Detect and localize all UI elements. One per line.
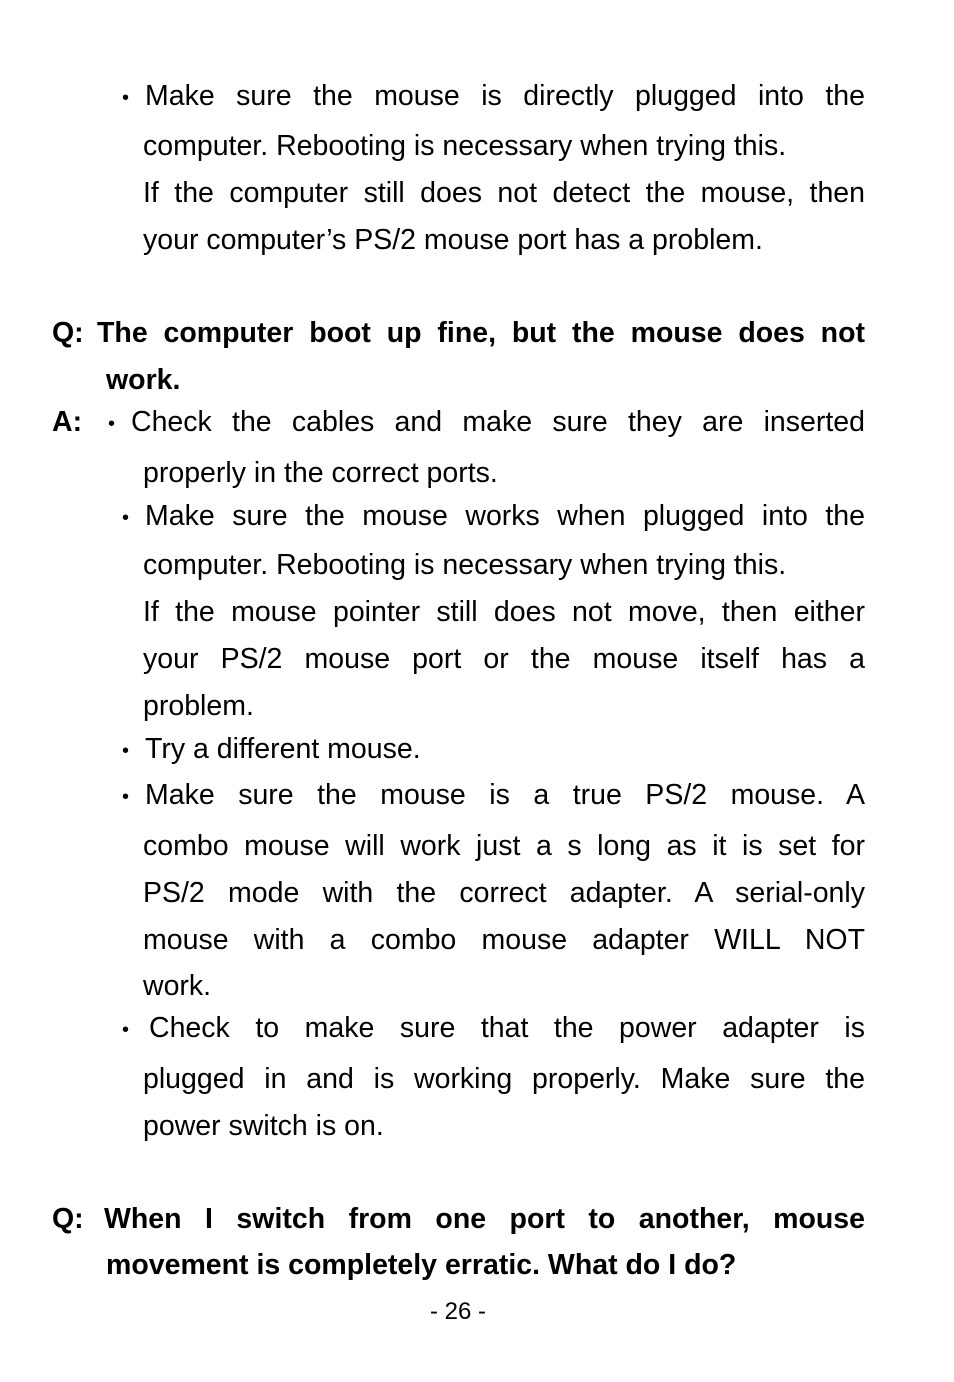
answer-1-bullet-2-line-5: problem.	[143, 690, 254, 722]
answer-1-bullet-4-line-2: combo mouse will work just a s long as it is set for	[143, 830, 865, 862]
intro-bullet-line-4: your computer’s PS/2 mouse port has a problem.	[143, 224, 763, 256]
answer-1-bullet-2-line-2: computer. Rebooting is necessary when trying this.	[143, 549, 787, 581]
answer-1-bullet-5-line-1: Check to make sure that the power adapter is	[149, 1012, 865, 1044]
answer-1-bullet-1-line-1: Check the cables and make sure they are inserted	[131, 406, 865, 438]
question-2-line-1: When I switch from one port to another, mouse	[104, 1203, 865, 1235]
answer-1-bullet-4-line-3: PS/2 mode with the correct adapter. A serial-only	[143, 877, 865, 909]
question-2-line-2: movement is completely erratic. What do I do?	[106, 1249, 737, 1281]
bullet-icon: •	[122, 507, 130, 529]
intro-bullet-line-2: computer. Rebooting is necessary when trying this.	[143, 130, 787, 162]
question-label: Q:	[52, 317, 84, 349]
bullet-icon: •	[122, 87, 130, 109]
answer-1-bullet-4-line-5: work.	[143, 970, 212, 1002]
question-label: Q:	[52, 1203, 84, 1235]
answer-1-bullet-1-line-2: properly in the correct ports.	[143, 457, 498, 489]
question-1-line-1: The computer boot up fine, but the mouse does not	[97, 317, 865, 349]
bullet-icon: •	[108, 413, 116, 435]
intro-bullet-line-1: Make sure the mouse is directly plugged into the	[145, 80, 865, 112]
answer-1-bullet-4-line-4: mouse with a combo mouse adapter WILL NOT	[143, 924, 865, 956]
answer-1-bullet-2-line-3: If the mouse pointer still does not move, then either	[143, 596, 865, 628]
answer-1-bullet-2-line-4: your PS/2 mouse port or the mouse itself has a	[143, 643, 865, 675]
question-1-line-2: work.	[106, 364, 181, 396]
bullet-icon: •	[122, 740, 130, 762]
answer-1-bullet-3-line-1: Try a different mouse.	[145, 733, 421, 765]
page-number: - 26 -	[429, 1298, 486, 1325]
bullet-icon: •	[122, 1019, 130, 1041]
intro-bullet-line-3: If the computer still does not detect the mouse, then	[143, 177, 865, 209]
answer-label: A:	[52, 406, 83, 438]
answer-1-bullet-4-line-1: Make sure the mouse is a true PS/2 mouse. A	[145, 779, 865, 811]
answer-1-bullet-5-line-2: plugged in and is working properly. Make sure the	[143, 1063, 865, 1095]
bullet-icon: •	[122, 786, 130, 808]
answer-1-bullet-5-line-3: power switch is on.	[143, 1110, 384, 1142]
answer-1-bullet-2-line-1: Make sure the mouse works when plugged into the	[145, 500, 865, 532]
